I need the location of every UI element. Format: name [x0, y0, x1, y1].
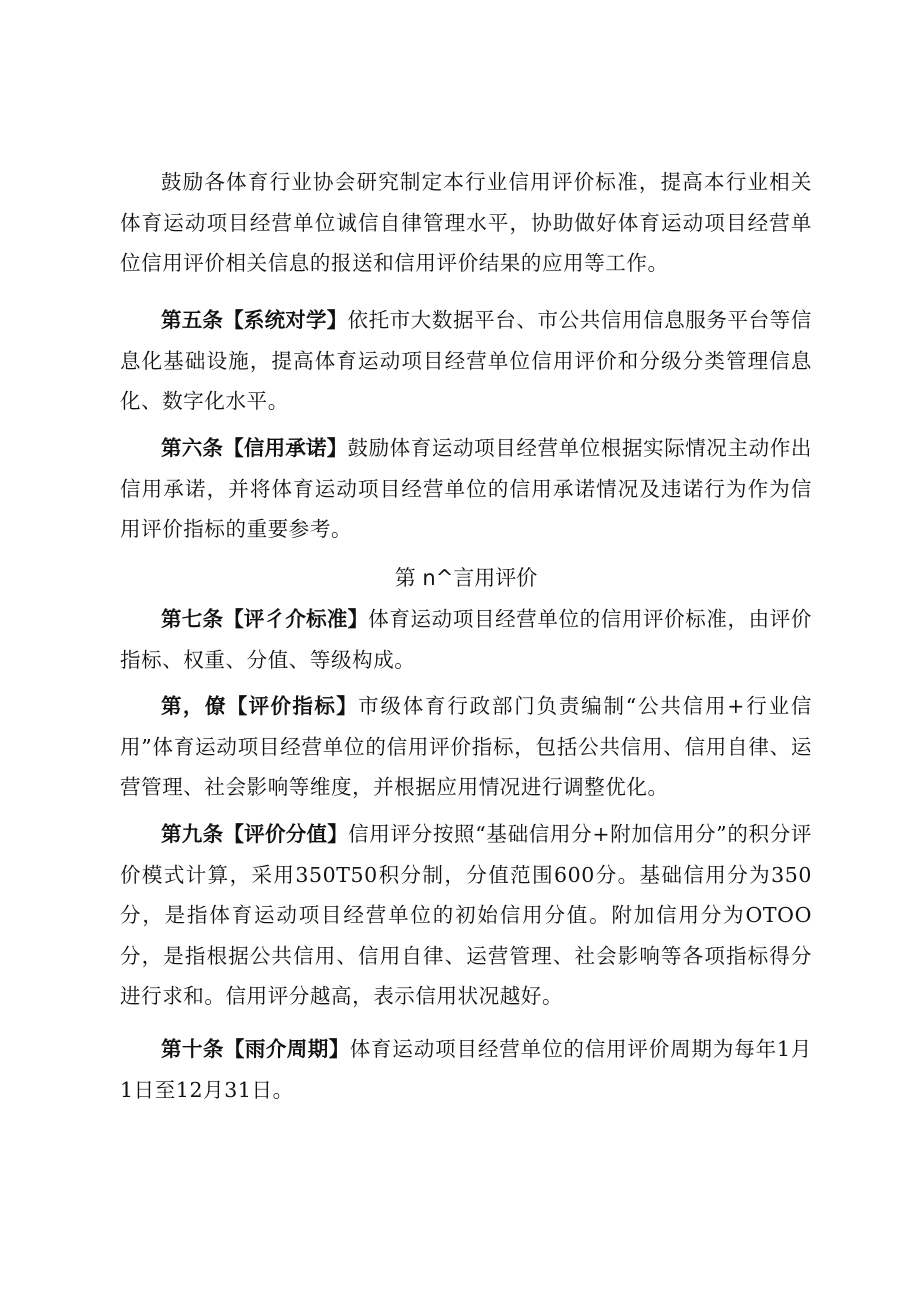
- article-text: 鼓励体育运动项目经营单位根据实际情况主动作出信用承诺，并将体育运动项目经营单位的信用承诺情况及违诺行为作为信用评价指标的重要参考。: [120, 436, 812, 541]
- article-6: [120, 428, 812, 550]
- article-10: [120, 1029, 812, 1110]
- article-8: [120, 686, 812, 808]
- article-lead: 第十条【雨介周期】: [161, 1037, 350, 1061]
- article-lead: 第五条【系统对学】: [161, 308, 348, 332]
- article-9: [120, 814, 812, 1017]
- article-text: 市级体育行政部门负责编制“公共信用+行业信用”体育运动项目经营单位的信用评价指标，包括公共信用、信用自律、运营管理、社会影响等维度，并根据应用情况进行调整优化。: [120, 694, 812, 799]
- article-7: [120, 599, 812, 680]
- article-text: 体育运动项目经营单位的信用评价标准，由评价指标、权重、分值、等级构成。: [120, 607, 812, 672]
- article-lead: 第九条【评价分值】: [161, 822, 349, 846]
- chapter-heading: 第 n^言用评价: [394, 566, 538, 590]
- article-lead: 第七条【评彳介标准】: [161, 607, 369, 631]
- article-text: 信用评分按照“基础信用分+附加信用分”的积分评价模式计算，采用350T50积分制，分值范围600分。基础信用分为350分，是指体育运动项目经营单位的初始信用分值。附加信用分为OTOO分，是指根据公共信用、信用自律、运营管理、社会影响等各项指标得分进行求和。信用评分越高，表示信用状况越好。: [120, 822, 812, 1008]
- article-5: [120, 300, 812, 422]
- article-text: 鼓励各体育行业协会研究制定本行业信用评价标准，提高本行业相关体育运动项目经营单位诚信自律管理水平，协助做好体育运动项目经营单位信用评价相关信息的报送和信用评价结果的应用等工作。: [120, 170, 812, 275]
- article-text: 体育运动项目经营单位的信用评价周期为每年1月1日至12月31日。: [120, 1037, 812, 1102]
- article-lead: 第六条【信用承诺】: [161, 436, 348, 460]
- paragraph-association-standards: [120, 162, 812, 284]
- article-lead: 第，僚【评价指标】: [161, 694, 359, 718]
- article-text: 依托市大数据平台、市公共信用信息服务平台等信息化基础设施，提高体育运动项目经营单位信用评价和分级分类管理信息化、数字化水平。: [120, 308, 812, 413]
